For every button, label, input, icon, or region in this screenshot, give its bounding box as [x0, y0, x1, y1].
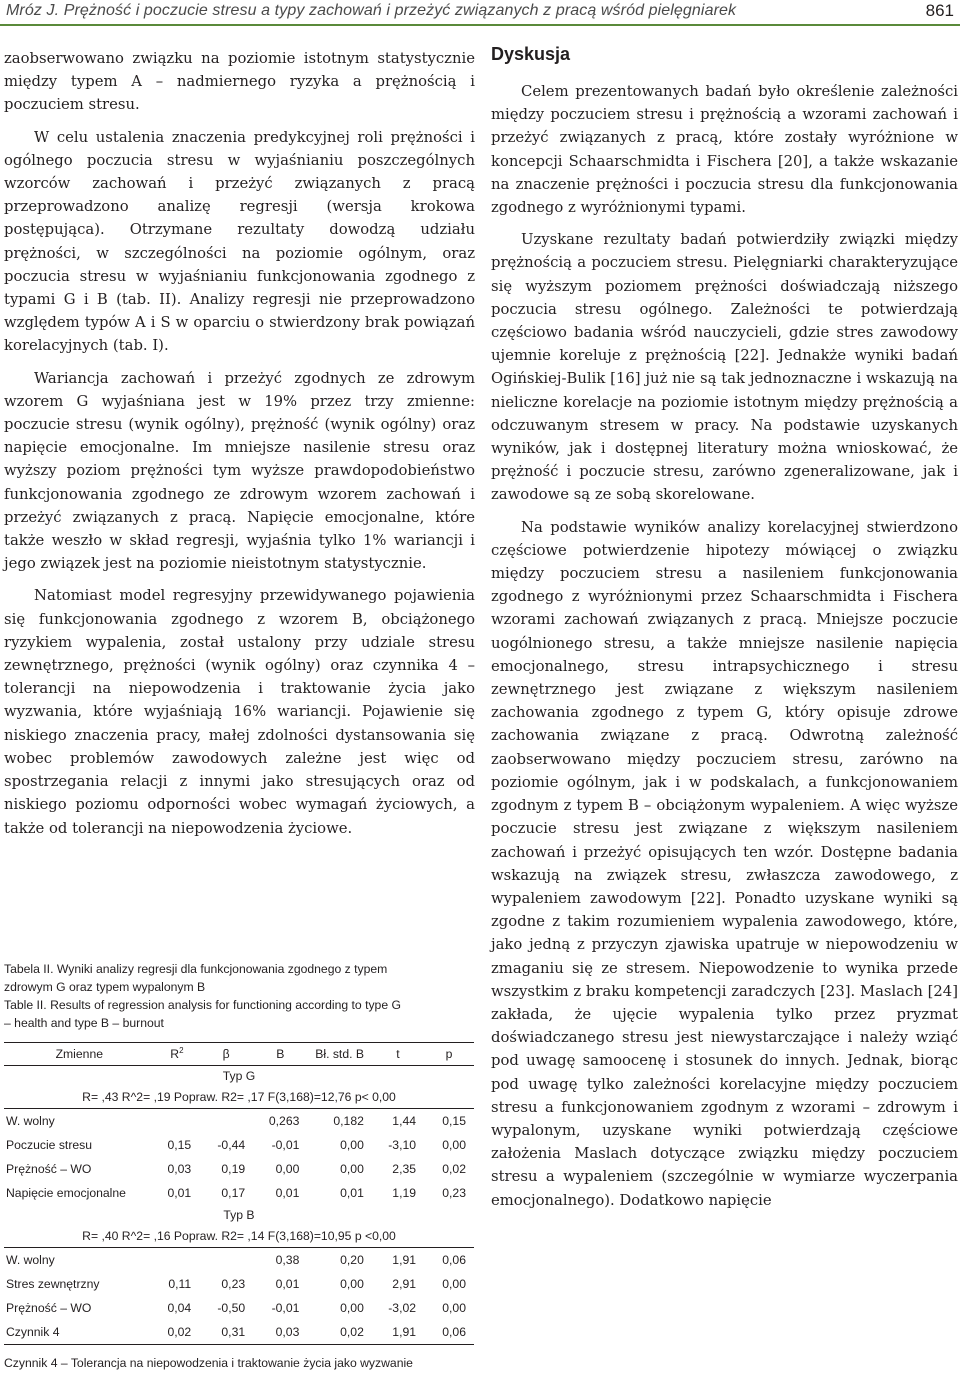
cell: 0,23 — [221, 1277, 246, 1291]
group-stats: R= ,43 R^2= ,19 Popraw. R2= ,17 F(3,168)=12,76 p< 0,00 — [4, 1086, 474, 1109]
col-header-std-b: Bł. std. B — [307, 1043, 372, 1066]
table-header-row — [4, 1043, 474, 1066]
paragraph: zaobserwowano związku na poziomie istotnym statystycznie między typem A – nadmiernego ryzyka a prężnością i poczuciem stresu. — [4, 50, 475, 114]
paragraph: Na podstawie wyników analizy korelacyjnej stwierdzono częściowe potwierdzenie hipotezy mówiącej o związku między poczuciem stresu a nasileniem funkcjonowania zgodnego z wyróżnionymi przez Schaarschmidta i Fischera wzorami zachowań związanych z pracą. Mniejsze poczucie uogólnionego stresu, a także mniejsze nasilenie napięcia emocjonalnego, stresu intrapsychicznego i stresu zewnętrznego jest związane z większym nasileniem zachowania zgodnego z typem G, który opisuje zdrowe zachowania związane z pracą. Odwrotną zależność zaobserwowano między poczuciem stresu, zarówno na poziomie ogólnym, jak i w podskalach, a funkcjonowaniem zgodnym z typem B – obciążonym wypaleniem. A więc wyższe poczucie stresu jest związane z większym nasileniem zachowań i przeżyć opisujących ten wzór. Dostępne badania wskazują na związek stresu, zwłaszcza zawodowego, z wypaleniem zawodowym [22]. Ponadto uzyskane wyniki są zgodne z takim rozumieniem wypalenia zawodowego, które, jako jedną z przyczyn zjawiska upatruje w niepowodzeniu w zmaganiu się ze stresem. Niepowodzenie to wynika przede wszystkim z braku kompetencji zaradczych [23]. Maslach [24] zakłada, że ujęcie wypalenia tylko przez pryzmat doświadczanego stresu jest niewystarczające i należy wziąć pod uwagę samoocenę i stosunek do innych. Jednak, biorąc pod uwagę tylko zależności korelacyjne między poczuciem stresu a funkcjonowaniem zgodnym z wzorami – zdrowym i wypalonym, uzyskane wyniki potwierdzają częściowe założenia Maslach dotyczące związku między poczuciem stresu a wypaleniem (szczególnie w wymiarze wyczerpania emocjonalnego). Dodatkowo napięcie — [491, 518, 958, 1209]
cell: 2,35 — [392, 1162, 417, 1176]
right-column — [491, 80, 958, 1212]
cell: 0,00 — [340, 1162, 364, 1176]
running-header-title: Mróz J. Prężność i poczucie stresu a typy zachowań i przeżyć związanych z pracą wśród pielęgniarek — [6, 2, 737, 19]
cell: 0,00 — [442, 1277, 466, 1291]
caption-pl-line2: zdrowym G oraz typem wypalonym B — [4, 980, 206, 994]
cell: 0,02 — [155, 1320, 200, 1345]
paragraph: Celem prezentowanych badań było określenie zależności między poczuciem stresu i prężnością a wzorami zachowań i przeżyć związanych z pracą, które zostały wyróżnione w koncepcji Schaarschmidta i Fischera [20], a także wskazanie na znaczenie prężności i poczucia stresu dla funkcjonowania zgodnego z wyróżnionymi typami. — [491, 83, 958, 217]
caption-en-line2: – health and type B – burnout — [4, 1016, 164, 1030]
page-number: 861 — [925, 1, 954, 20]
cell — [155, 1109, 200, 1134]
table-row — [4, 1296, 474, 1320]
cell: 0,00 — [442, 1301, 466, 1315]
section-heading-dyskusja: Dyskusja — [491, 44, 571, 64]
cell: -0,01 — [271, 1301, 300, 1315]
table-row — [4, 1157, 474, 1181]
table-row — [4, 1109, 474, 1134]
caption-en-line1: Table II. Results of regression analysis for functioning according to type G — [4, 998, 401, 1012]
cell: 1,91 — [372, 1320, 424, 1345]
cell — [199, 1248, 253, 1273]
group-label-row — [4, 1066, 474, 1087]
paragraph: Uzyskane rezultaty badań potwierdziły związki między prężnością a poczuciem stresu. Pielęgniarki charakteryzujące się wyższym poziomem prężności doświadczają niższego poczucia stresu ogólnego. Zależności te potwierdzają częściowo badania wśród nauczycieli, gdzie stres zawodowy ujemnie koreluje z prężnością [22]. Jednakże wyniki badań Ogińskiej-Bulik [16] już nie są tak jednoznaczne i wskazują na nieliczne korelacje na poziomie istotnym między prężnością a odczuwanym stresem w pracy. Na podstawie uzyskanych wyników, jak i dostępnej literatury można wnioskować, że prężność i poczucie stresu, zarówno zgeneralizowane, jak i zawodowe są ze sobą skorelowane. — [491, 231, 958, 504]
cell: 0,00 — [340, 1138, 364, 1152]
table-row — [4, 1320, 474, 1345]
cell: 0,31 — [199, 1320, 253, 1345]
cell: -3,02 — [388, 1301, 417, 1315]
col-header-beta: β — [199, 1043, 253, 1066]
cell: 0,23 — [442, 1186, 466, 1200]
header-rule — [0, 24, 960, 26]
group-stats: R= ,40 R^2= ,16 Popraw. R2= ,14 F(3,168)=10,95 p <0,00 — [4, 1225, 474, 1248]
cell: 0,02 — [442, 1162, 466, 1176]
col-header-r2: $R^2$ — [155, 1043, 200, 1066]
cell: 1,19 — [392, 1186, 417, 1200]
cell: 0,01 — [167, 1186, 192, 1200]
cell: 0,06 — [424, 1320, 474, 1345]
cell: 0,20 — [340, 1253, 364, 1267]
cell: Napięcie emocjonalne — [6, 1186, 126, 1200]
cell: -0,01 — [271, 1138, 300, 1152]
table-row — [4, 1133, 474, 1157]
cell: 0,15 — [167, 1138, 192, 1152]
cell: 1,91 — [392, 1253, 417, 1267]
col-header-zmienne: Zmienne — [4, 1043, 155, 1066]
cell: 0,06 — [442, 1253, 466, 1267]
cell: 0,02 — [307, 1320, 372, 1345]
cell: 1,44 — [392, 1114, 417, 1128]
col-header-b: B — [253, 1043, 307, 1066]
cell: Stres zewnętrzny — [6, 1277, 100, 1291]
table-caption — [4, 960, 474, 1032]
cell: 0,38 — [275, 1253, 300, 1267]
cell: 0,00 — [340, 1301, 364, 1315]
cell: 0,263 — [268, 1114, 300, 1128]
table-row — [4, 1181, 474, 1205]
cell: 0,01 — [275, 1277, 300, 1291]
cell: 2,91 — [392, 1277, 417, 1291]
table-footnote: Czynnik 4 – Tolerancja na niepowodzenia i traktowanie życia jako wyzwanie — [4, 1356, 413, 1370]
cell: 0,182 — [333, 1114, 364, 1128]
paragraph: Wariancja zachowań i przeżyć zgodnych ze zdrowym wzorem G wyjaśniana jest w 19% przez trzy zmienne: poczucie stresu (wynik ogólny), prężność (wynik ogólny) oraz napięcie emocjonalne. Im mniejsze nasilenie stresu oraz wyższy poziom prężności tym wyższe prawdopodobieństwo funkcjonowania zgodnego ze zdrowym wzorem zachowań i przeżyć związanych z pracą. Napięcie emocjonalne, które także weszło w skład regresji, wyjaśnia tylko 1% wariancji i jego związek jest na poziomie nieistotnym statystycznie. — [4, 369, 475, 573]
cell: 0,15 — [442, 1114, 466, 1128]
cell: W. wolny — [6, 1114, 55, 1128]
cell: 0,19 — [221, 1162, 246, 1176]
cell: 0,03 — [253, 1320, 307, 1345]
cell — [199, 1109, 253, 1134]
cell: 0,00 — [275, 1162, 300, 1176]
cell: -0,50 — [217, 1301, 246, 1315]
group-stats-row — [4, 1086, 474, 1109]
cell: Prężność – WO — [6, 1301, 92, 1315]
cell: W. wolny — [6, 1253, 55, 1267]
table-row — [4, 1248, 474, 1273]
cell: Prężność – WO — [6, 1162, 92, 1176]
cell: 0,11 — [168, 1277, 192, 1291]
group-label-row — [4, 1205, 474, 1225]
cell: Poczucie stresu — [6, 1138, 93, 1152]
col-header-p: p — [424, 1043, 474, 1066]
group-stats-row — [4, 1225, 474, 1248]
paragraph: Natomiast model regresyjny przewidywanego pojawienia się funkcjonowania zgodnego z wzorem B, obciążonego ryzykiem wypalenia, został ustalony przy udziale stresu zewnętrznego, prężności (wynik ogólny) oraz czynnika 4 – tolerancji na niepowodzenia i traktowanie życia jako wyzwania, które wyjaśniają 16% wariancji. Pojawienie się niskiego znaczenia pracy, małej zdolności dystansowania się wobec problemów zawodowych zależne jest więc od spostrzegania relacji z innymi jako stresujących oraz od niskiego poziomu odporności wobec wymagań życiowych, a także od tolerancji na niepowodzenia życiowe. — [4, 587, 475, 837]
cell — [155, 1248, 200, 1273]
group-label: Typ B — [223, 1208, 255, 1222]
table-row — [4, 1272, 474, 1296]
group-label: Typ G — [222, 1069, 256, 1083]
cell: Czynnik 4 — [4, 1320, 155, 1345]
left-column — [4, 47, 475, 840]
cell: 0,17 — [221, 1186, 246, 1200]
paragraph: W celu ustalenia znaczenia predykcyjnej roli prężności i ogólnego poczucia stresu w wyjaśnianiu poszczególnych wzorców zachowań i przeżyć związanych z pracą przeprowadzono analizę regresji (wersja krokowa postępująca). Otrzymane rezultaty dowodzą udziału prężności, w szczególności na poziomie ogólnym, oraz poczucia stresu w wyjaśnianiu funkcjonowania zgodnego z typami G i B (tab. II). Analizy regresji nie przeprowadzono względem typów A i S w oparciu o stwierdzony brak powiązań korelacyjnych (tab. I). — [4, 128, 475, 355]
cell: 0,00 — [340, 1277, 364, 1291]
cell: 0,00 — [442, 1138, 466, 1152]
caption-pl-line1: Tabela II. Wyniki analizy regresji dla funkcjonowania zgodnego z typem — [4, 962, 388, 976]
cell: 0,01 — [275, 1186, 300, 1200]
cell: 0,03 — [167, 1162, 192, 1176]
cell: 0,01 — [340, 1186, 364, 1200]
regression-table — [4, 1042, 474, 1345]
col-header-t: t — [372, 1043, 424, 1066]
cell: 0,04 — [167, 1301, 192, 1315]
cell: -0,44 — [217, 1138, 246, 1152]
cell: -3,10 — [388, 1138, 417, 1152]
